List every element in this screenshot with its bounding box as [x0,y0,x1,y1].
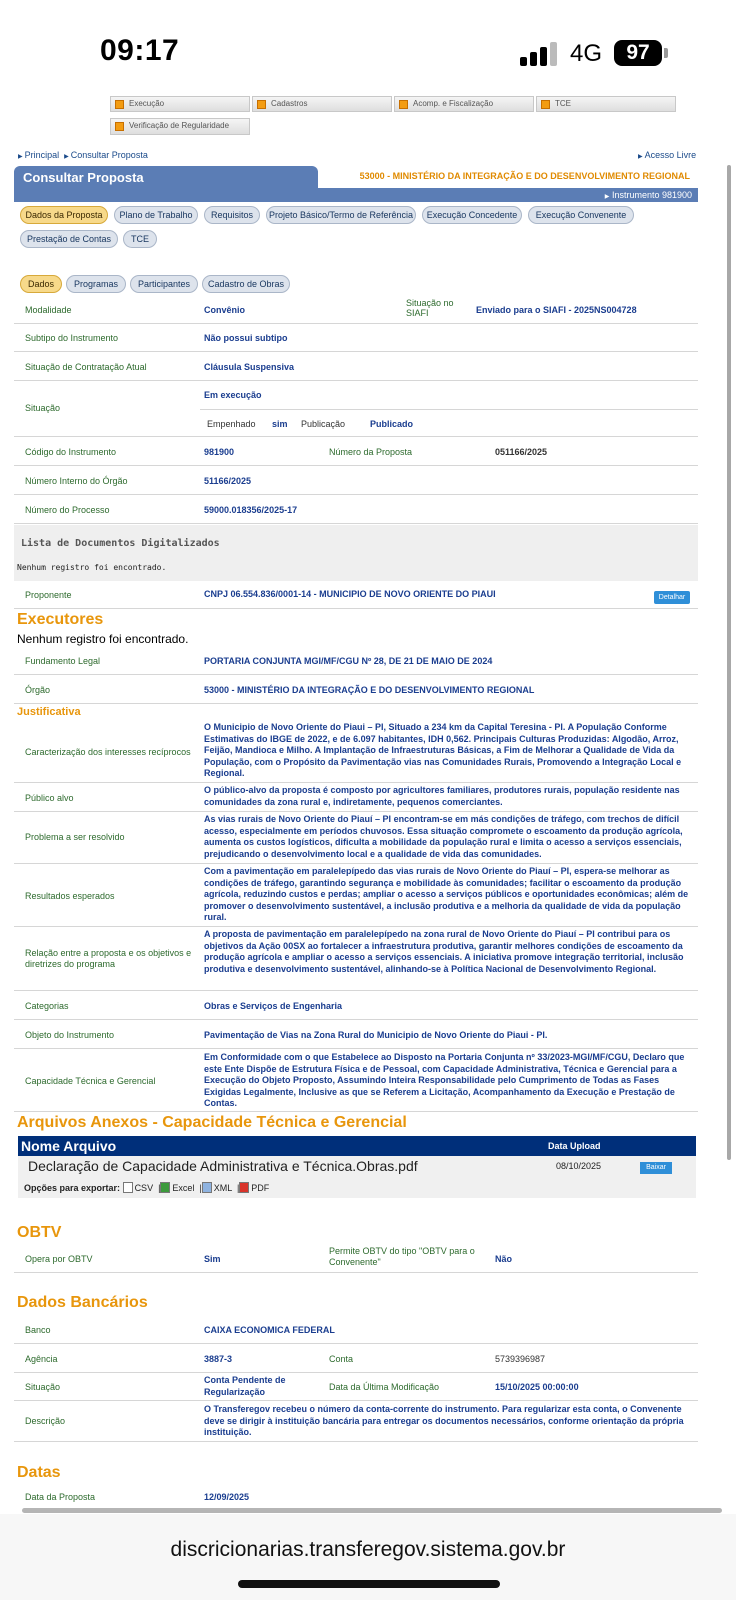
anexos-title: Arquivos Anexos - Capacidade Técnica e Gerencial [17,1114,407,1131]
row-processo: Número do Processo 59000.018356/2025-17 [14,495,698,524]
docs-empty: Nenhum registro foi encontrado. [17,563,167,572]
network-type: 4G [570,40,603,67]
row-codigo: Código do Instrumento 981900 Número da Proposta 051166/2025 [14,437,698,466]
page-title: Consultar Proposta [14,166,318,188]
row-agencia: Agência 3887-3 Conta 5739396987 [14,1344,698,1373]
menu-acompanhamento[interactable]: Acomp. e Fiscalização [394,96,534,112]
row-fundamento: Fundamento Legal PORTARIA CONJUNTA MGI/MF/CGU Nº 28, DE 21 DE MAIO DE 2024 [14,646,698,675]
xml-icon [202,1182,212,1193]
row-data-proposta: Data da Proposta 12/09/2025 [25,1492,250,1502]
anexo-date: 08/10/2025 [556,1161,602,1171]
tab-execucao-concedente[interactable]: Execução Concedente [422,206,522,224]
row-categorias: Categorias Obras e Serviços de Engenharia [14,991,698,1020]
export-xml[interactable]: XML [213,1183,232,1193]
export-csv[interactable]: CSV [134,1183,154,1193]
executores-empty: Nenhum registro foi encontrado. [17,632,189,646]
triangle-icon: ▶ [18,154,23,160]
menu-arrow-icon [115,100,124,109]
row-problema: Problema a ser resolvido As vias rurais de Novo Oriente do Piauí – PI encontram-se em más condições de tráfego, com trechos de difícil acesso, especialmente em períodos chuvosos. Essa situação compromete o escoamento da produção agrícola, aumenta os custos logísticos, dificulta a mobilidade da população rural e limita o acesso a serviços essenciais, prejudicando o desenvolvimento local e a qualidade de vida das comunidades. [14,812,698,864]
tab-plano-trabalho[interactable]: Plano de Trabalho [114,206,198,224]
row-orgao: Órgão 53000 - MINISTÉRIO DA INTEGRAÇÃO E DO DESENVOLVIMENTO REGIONAL [14,675,698,704]
breadcrumb-home-link[interactable]: Principal [24,150,60,160]
row-resultados: Resultados esperados Com a pavimentação em paralelepípedo das vias rurais de Novo Oriente do Piauí – PI, espera-se melhorar as condições de tráfego, garantindo segurança e mobilidade às comunidades; facilitar o escoamento da produção agrícola, reduzindo custos e perdas; ampliar o acesso a serviços públicos e oportunidades econômicas; além de promover o desenvolvimento sustentável, a inclusão produtiva e a melhoria da qualidade de vida da população rural. [14,864,698,927]
detalhar-button[interactable]: Detalhar [654,591,690,604]
bancarios-title: Dados Bancários [17,1294,148,1311]
clock: 09:17 [100,34,180,67]
row-subtipo: Subtipo do Instrumento Não possui subtipo [14,324,698,352]
subtab-cadastro-obras[interactable]: Cadastro de Obras [202,275,290,293]
executores-title: Executores [17,611,104,628]
anexo-file-name: Declaração de Capacidade Administrativa e Técnica.Obras.pdf [28,1158,418,1174]
address-bar[interactable]: discricionarias.transferegov.sistema.gov.br [170,1538,566,1561]
menu-execucao[interactable]: Execução [110,96,250,112]
subtab-participantes[interactable]: Participantes [130,275,198,293]
menu-cadastros[interactable]: Cadastros [252,96,392,112]
tab-execucao-convenente[interactable]: Execução Convenente [528,206,634,224]
menu-tce[interactable]: TCE [536,96,676,112]
anexos-table-header: Nome Arquivo Data Upload [18,1136,696,1156]
battery-icon: 97 [614,40,662,66]
row-descricao: Descrição O Transferegov recebeu o número da conta-corrente do instrumento. Para regularizar esta conta, o Convenente deve se dirigir à instituição bancária para entregar os documentos necessários, conforme orientação da própria instituição. [14,1401,698,1442]
ministry-header: 53000 - MINISTÉRIO DA INTEGRAÇÃO E DO DESENVOLVIMENTO REGIONAL [359,171,690,181]
docs-title: Lista de Documentos Digitalizados [21,538,220,549]
row-interno: Número Interno do Órgão 51166/2025 [14,466,698,495]
tab-prestacao-contas[interactable]: Prestação de Contas [20,230,118,248]
excel-icon [160,1182,170,1193]
horizontal-scrollbar[interactable] [22,1508,722,1513]
row-obtv: Opera por OBTV Sim Permite OBTV do tipo "OBTV para o Convenente" Não [14,1246,698,1273]
justificativa-title: Justificativa [17,706,81,718]
subtab-programas[interactable]: Programas [66,275,126,293]
csv-icon [123,1182,133,1193]
breadcrumb [18,150,148,160]
vertical-scrollbar[interactable] [727,165,731,1160]
row-contratacao: Situação de Contratação Atual Cláusula Suspensiva [14,352,698,381]
export-excel[interactable]: Excel [172,1183,195,1193]
datas-title: Datas [17,1464,61,1481]
export-pdf[interactable]: PDF [251,1183,270,1193]
pdf-icon [239,1182,249,1193]
row-modalidade: Modalidade Convênio Situação no SIAFI Enviado para o SIAFI - 2025NS004728 [14,296,698,324]
row-situacao-conta: Situação Conta Pendente de Regularização Data da Última Modificação 15/10/2025 00:00:00 [14,1373,698,1401]
signal-icon [520,42,560,66]
row-banco: Banco CAIXA ECONOMICA FEDERAL [14,1316,698,1344]
triangle-icon: ▶ [64,154,69,160]
row-objeto: Objeto do Instrumento Pavimentação de Vias na Zona Rural do Municipio de Novo Oriente do Piaui - PI. [14,1020,698,1049]
tab-dados-proposta[interactable]: Dados da Proposta [20,206,108,224]
tab-requisitos[interactable]: Requisitos [204,206,260,224]
breadcrumb-current-link[interactable]: Consultar Proposta [70,150,148,160]
battery-tip [664,48,668,58]
row-situacao: Situação Em execução Empenhado sim Publicação Publicado [14,381,698,437]
home-indicator[interactable] [238,1580,500,1588]
instrument-bar: ▶ Instrumento 981900 [14,188,698,202]
row-caracterizacao: Caracterização dos interesses recíprocos O Municipio de Novo Oriente do Piaui – PI, Situado a 234 km da Capital Teresina - PI. A População Conforme Estimativas do IBGE de 2022, e de 6.097 habitantes, IDH 0,562. Principais Culturas Produzidas: Algodão, Arroz, Feijão, Mandioca e Milho. A Implantação de Infraestruturas Básicas, a Fim de Melhorar a Qualidade de Vida da População, com o Propósito da Pavimentação vias nas Comunidades Rurais, Promovendo a Integração Local e Regional. [14,720,698,783]
tab-tce[interactable]: TCE [123,230,157,248]
obtv-title: OBTV [17,1224,62,1241]
menu-arrow-icon [115,122,124,131]
row-relacao: Relação entre a proposta e os objetivos e diretrizes do programa A proposta de pavimentação em paralelepípedo na zona rural de Novo Oriente do Piauí – PI contribui para os objetivos da Ação 00SX ao fortalecer a infraestrutura produtiva, garantir melhores condições de escoamento da produção agrícola e ampliar o acesso a serviços essenciais. A iniciativa promove integração territorial, inclusão produtiva e desenvolvimento sustentável, alinhando-se à Política Nacional de Desenvolvimento Regional. [14,927,698,991]
row-proponente: Proponente CNPJ 06.554.836/0001-14 - MUNICIPIO DE NOVO ORIENTE DO PIAUI [14,581,698,609]
row-capacidade: Capacidade Técnica e Gerencial Em Conformidade com o que Estabelece ao Disposto na Portaria Conjunta nº 33/2023-MGI/MF/CGU, Declaro que este Ente Dispõe de Estrutura Física e de Pessoal, com Capacidade Administrativa, Técnica e Gerencial para a Execução do Objeto Proposto, Assumindo Inteira Responsabilidade pelo Cumprimento de Todas as Fases Exigidas Legalmente, Inclusive as que se Referem a Licitação, Acompanhamento da Execução e Prestação de Contas. [14,1049,698,1112]
menu-verificacao[interactable]: Verificação de Regularidade [110,118,250,135]
docs-block [14,525,698,581]
anexos-table-body [18,1156,696,1198]
baixar-button[interactable]: Baixar [640,1162,672,1174]
menu-arrow-icon [399,100,408,109]
status-bar [0,0,736,100]
menu-arrow-icon [257,100,266,109]
subtab-dados[interactable]: Dados [20,275,62,293]
triangle-icon: ▶ [638,154,643,160]
row-publico: Público alvo O público-alvo da proposta é composto por agricultores familiares, produtores rurais, população residente nas comunidades da zona rural e, indiretamente, pequenos comerciantes. [14,783,698,812]
export-options: Opções para exportar: CSV | Excel | XML | PDF [24,1183,270,1193]
access-link[interactable]: ▶ Acesso Livre [638,150,697,160]
tab-projeto-basico[interactable]: Projeto Básico/Termo de Referência [266,206,416,224]
menu-arrow-icon [541,100,550,109]
